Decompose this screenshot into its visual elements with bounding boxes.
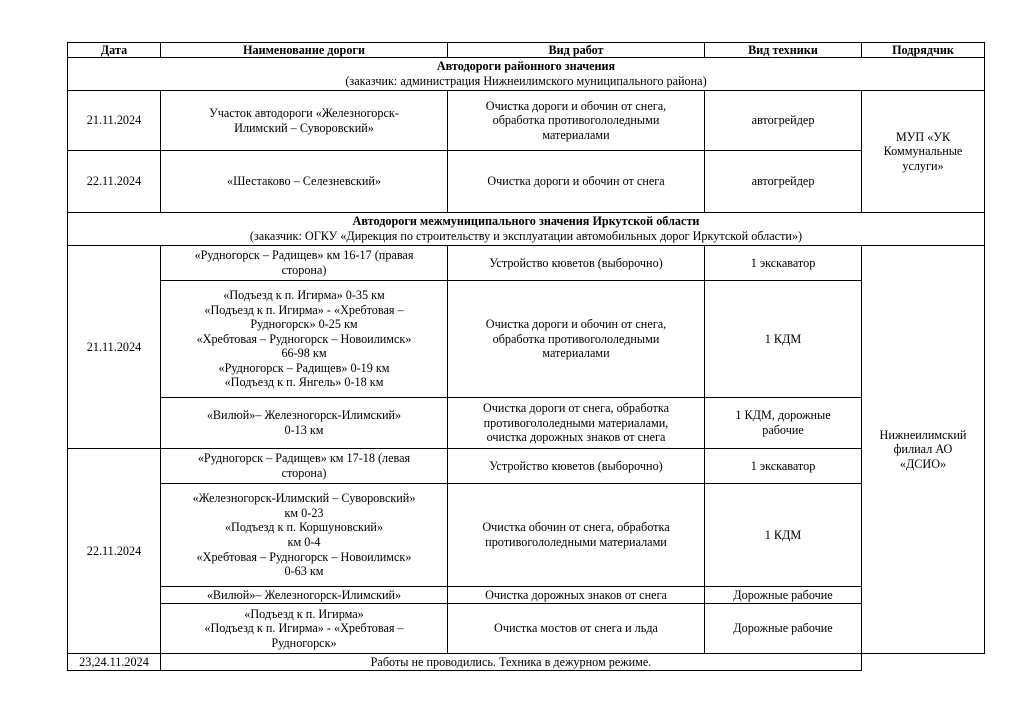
header-work-type: Вид работ bbox=[448, 43, 705, 58]
contractor-cell: Нижнеилимский филиал АО «ДСИО» bbox=[862, 246, 985, 654]
table-row bbox=[68, 91, 985, 151]
road-name-cell: «Вилюй»– Железногорск-Илимский» 0-13 км bbox=[161, 398, 448, 449]
equipment-cell: 1 экскаватор bbox=[705, 449, 862, 484]
road-work-schedule-table bbox=[67, 42, 985, 671]
road-name-cell: «Вилюй»– Железногорск-Илимский» bbox=[161, 587, 448, 604]
header-road-name: Наименование дороги bbox=[161, 43, 448, 58]
work-type-cell: Очистка дороги и обочин от снега, обработка противогололедными материалами bbox=[448, 281, 705, 398]
table-row-no-work bbox=[68, 654, 985, 671]
equipment-cell: 1 экскаватор bbox=[705, 246, 862, 281]
section-subtitle: (заказчик: администрация Нижнеилимского муниципального района) bbox=[345, 74, 707, 88]
header-equipment-type: Вид техники bbox=[705, 43, 862, 58]
table-row bbox=[68, 281, 985, 398]
contractor-cell: МУП «УК Коммунальные услуги» bbox=[862, 91, 985, 213]
header-contractor: Подрядчик bbox=[862, 43, 985, 58]
section-title: Автодороги районного значения bbox=[436, 59, 616, 74]
equipment-cell: Дорожные рабочие bbox=[705, 604, 862, 654]
section-subtitle: (заказчик: ОГКУ «Дирекция по строительству и эксплуатации автомобильных дорог Иркутской области») bbox=[249, 229, 803, 243]
table-row bbox=[68, 246, 985, 281]
road-name-cell: «Шестаково – Селезневский» bbox=[161, 151, 448, 213]
road-name-cell: «Рудногорск – Радищев» км 16-17 (правая сторона) bbox=[161, 246, 448, 281]
table-row bbox=[68, 398, 985, 449]
date-cell: 23,24.11.2024 bbox=[68, 654, 161, 671]
road-name-cell: Участок автодороги «Железногорск- Илимский – Суворовский» bbox=[161, 91, 448, 151]
road-name-cell: «Железногорск-Илимский – Суворовский» км 0-23 «Подъезд к п. Коршуновский» км 0-4 «Хребтовая – Рудногорск – Новоилимск» 0-63 км bbox=[161, 484, 448, 587]
road-name-cell: «Рудногорск – Радищев» км 17-18 (левая сторона) bbox=[161, 449, 448, 484]
equipment-cell: автогрейдер bbox=[705, 91, 862, 151]
no-work-note-cell: Работы не проводились. Техника в дежурном режиме. bbox=[161, 654, 862, 671]
equipment-cell: Дорожные рабочие bbox=[705, 587, 862, 604]
table-row bbox=[68, 587, 985, 604]
section-header-district-roads bbox=[68, 58, 985, 91]
work-type-cell: Очистка обочин от снега, обработка противогололедными материалами bbox=[448, 484, 705, 587]
section-header-row bbox=[68, 58, 985, 91]
section-header-intermunicipal-roads bbox=[68, 213, 985, 246]
table-row bbox=[68, 449, 985, 484]
section-header-row bbox=[68, 213, 985, 246]
table-row bbox=[68, 604, 985, 654]
equipment-cell: 1 КДМ bbox=[705, 281, 862, 398]
work-type-cell: Устройство кюветов (выборочно) bbox=[448, 449, 705, 484]
equipment-cell: 1 КДМ, дорожные рабочие bbox=[705, 398, 862, 449]
table-row bbox=[68, 484, 985, 587]
work-type-cell: Очистка дороги и обочин от снега, обработка противогололедными материалами bbox=[448, 91, 705, 151]
date-cell: 21.11.2024 bbox=[68, 91, 161, 151]
date-cell: 22.11.2024 bbox=[68, 151, 161, 213]
work-type-cell: Устройство кюветов (выборочно) bbox=[448, 246, 705, 281]
work-type-cell: Очистка дорожных знаков от снега bbox=[448, 587, 705, 604]
equipment-cell: 1 КДМ bbox=[705, 484, 862, 587]
date-cell: 21.11.2024 bbox=[68, 246, 161, 449]
work-type-cell: Очистка дороги и обочин от снега bbox=[448, 151, 705, 213]
header-row bbox=[68, 43, 985, 58]
road-name-cell: «Подъезд к п. Игирма» 0-35 км «Подъезд к п. Игирма» - «Хребтовая – Рудногорск» 0-25 км «Хребтовая – Рудногорск – Новоилимск» 66-98 км «Рудногорск – Радищев» 0-19 км «Подъезд к п. Янгель» 0-18 км bbox=[161, 281, 448, 398]
date-cell: 22.11.2024 bbox=[68, 449, 161, 654]
section-title: Автодороги межмуниципального значения Иркутской области bbox=[352, 214, 700, 229]
header-date: Дата bbox=[68, 43, 161, 58]
work-type-cell: Очистка дороги от снега, обработка противогололедными материалами, очистка дорожных знаков от снега bbox=[448, 398, 705, 449]
equipment-cell: автогрейдер bbox=[705, 151, 862, 213]
work-type-cell: Очистка мостов от снега и льда bbox=[448, 604, 705, 654]
road-name-cell: «Подъезд к п. Игирма» «Подъезд к п. Игирма» - «Хребтовая – Рудногорск» bbox=[161, 604, 448, 654]
table-row bbox=[68, 151, 985, 213]
